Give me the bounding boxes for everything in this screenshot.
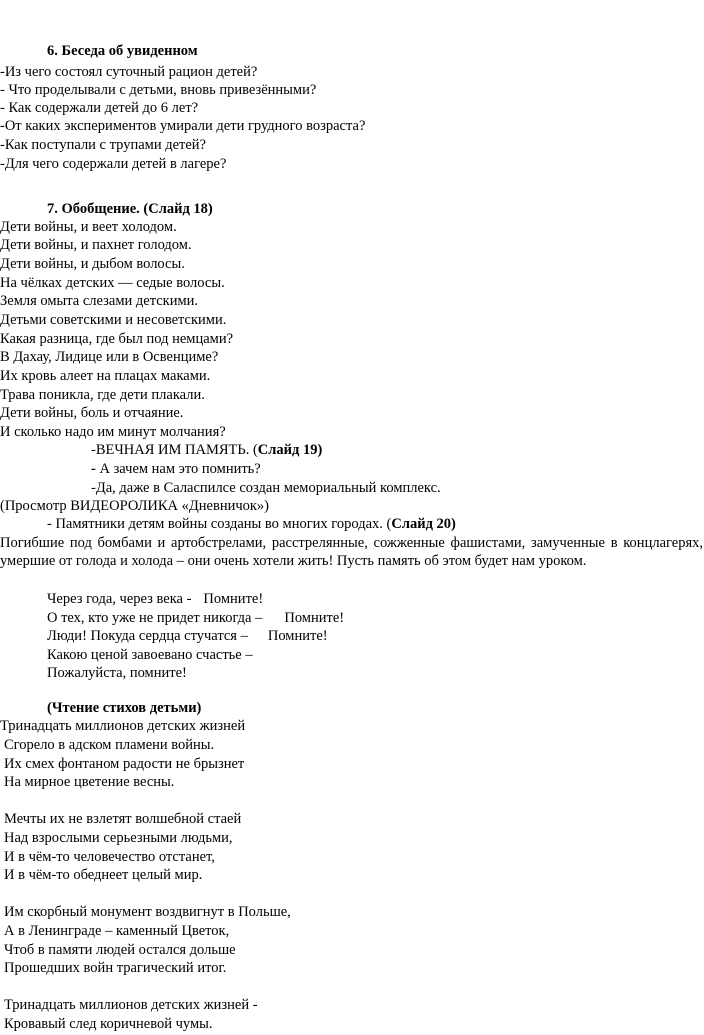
poem-line: Их кровь алеет на плацах маками.	[0, 368, 211, 384]
section-7-heading: 7. Обобщение. (Слайд 18)	[47, 201, 213, 217]
remember-call: Помните!	[267, 628, 328, 644]
stanza-line: И в чём-то обеднеет целый мир.	[4, 867, 203, 883]
video-line: (Просмотр ВИДЕОРОЛИКА «Дневничок»)	[0, 498, 270, 514]
remember-line	[47, 609, 344, 627]
stanza-line: На мирное цветение весны.	[4, 774, 175, 790]
question-line: -Для чего содержали детей в лагере?	[0, 156, 227, 172]
poem-line: Трава поникла, где дети плакали.	[0, 387, 205, 403]
stanza-line: И в чём-то человечество отстанет,	[4, 849, 215, 865]
remember-call: Помните!	[203, 591, 264, 607]
stanza-line: Кровавый след коричневой чумы.	[4, 1016, 213, 1032]
stanza-line: Чтоб в памяти людей остался дольше	[4, 942, 236, 958]
remember-line	[47, 590, 263, 608]
stanza-line: Мечты их не взлетят волшебной стаей	[4, 811, 242, 827]
poem-line: Дети войны, и веет холодом.	[0, 219, 177, 235]
remember-line	[47, 627, 328, 645]
remember-text: О тех, кто уже не придет никогда –	[47, 610, 263, 626]
remember-text: Люди! Покуда сердца стучатся –	[47, 628, 248, 644]
poem-line: На чёлках детских — седые волосы.	[0, 275, 225, 291]
why-line	[91, 460, 261, 478]
poem-line: Дети войны, и дыбом волосы.	[0, 256, 185, 272]
poem-line: Детьми советскими и несоветскими.	[0, 312, 227, 328]
stanza-line: Над взрослыми серьезными людьми,	[4, 830, 233, 846]
poem-line: Дети войны, боль и отчаяние.	[0, 405, 184, 421]
poem-line: В Дахау, Лидице или в Освенциме?	[0, 349, 219, 365]
poem-line: Дети войны, и пахнет голодом.	[0, 237, 192, 253]
salaspils-line: -Да, даже в Саласпилсе создан мемориальный комплекс.	[91, 480, 441, 496]
stanza-line: Их смех фонтаном радости не брызнет	[4, 756, 245, 772]
stanza-line: Прошедших войн трагический итог.	[4, 960, 227, 976]
stanza-line: Им скорбный монумент воздвигнут в Польше,	[4, 904, 291, 920]
question-line: -Из чего состоял суточный рацион детей?	[0, 64, 258, 80]
stanza-line: Тринадцать миллионов детских жизней	[0, 718, 246, 734]
why-text: А зачем нам это помнить?	[99, 461, 261, 477]
why-dash: -	[91, 461, 100, 477]
question-line: - Как содержали детей до 6 лет?	[0, 100, 199, 116]
remember-line: Какою ценой завоевано счастье –	[47, 647, 253, 663]
poem-line: Земля омыта слезами детскими.	[0, 293, 199, 309]
remember-text: Через года, через века -	[47, 591, 192, 607]
memory-line	[91, 441, 322, 459]
memory-text: -ВЕЧНАЯ ИМ ПАМЯТЬ. (	[91, 442, 258, 458]
poem-line: Какая разница, где был под немцами?	[0, 331, 234, 347]
section-6-heading: 6. Беседа об увиденном	[47, 43, 198, 59]
question-line: - Что проделывали с детьми, вновь привезёнными?	[0, 82, 317, 98]
question-line: -Как поступали с трупами детей?	[0, 137, 206, 153]
slide-20-label: Слайд 20)	[391, 516, 456, 532]
remember-line: Пожалуйста, помните!	[47, 665, 187, 681]
remember-call: Помните!	[284, 610, 345, 626]
reading-heading: (Чтение стихов детьми)	[47, 700, 202, 716]
question-line: -От каких экспериментов умирали дети грудного возраста?	[0, 118, 366, 134]
memorial-paragraph: Погибшие под бомбами и артобстрелами, расстрелянные, сожженные фашистами, замученные в концлагерях, умершие от голода и холода – они очень хотели жить! Пусть память об этом будет нам уроком.	[0, 535, 703, 569]
poem-line: И сколько надо им минут молчания?	[0, 424, 226, 440]
monuments-text: - Памятники детям войны созданы во многих городах. (	[47, 516, 392, 532]
stanza-line: А в Ленинграде – каменный Цветок,	[4, 923, 230, 939]
stanza-line: Тринадцать миллионов детских жизней -	[4, 997, 258, 1013]
stanza-line: Сгорело в адском пламени войны.	[4, 737, 215, 753]
monuments-line	[47, 515, 456, 533]
slide-19-label: Слайд 19)	[257, 442, 323, 458]
